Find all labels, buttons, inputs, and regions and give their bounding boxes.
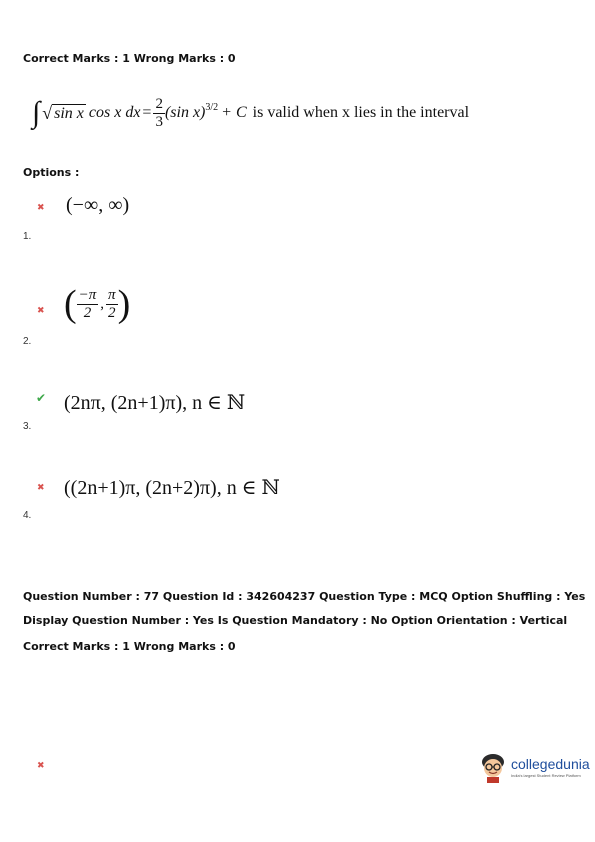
option-4-expression: ((2n+1)π, (2n+2)π), n ∈ ℕ: [64, 477, 280, 499]
correct-check-icon: ✔: [36, 391, 47, 405]
option-3-number: 3.: [23, 421, 32, 432]
logo-name: collegedunia: [511, 755, 590, 772]
option-2-num-1: −π: [78, 286, 97, 303]
wrong-mark-icon: ✖: [37, 306, 45, 316]
coefficient-numerator: 2: [155, 95, 163, 112]
options-label: Options :: [23, 166, 80, 179]
mascot-icon: [478, 750, 508, 784]
option-2-num-2: π: [108, 286, 116, 303]
option-1-expression: (−∞, ∞): [66, 194, 130, 216]
option-2-expression: [64, 282, 130, 326]
option-1-number: 1.: [23, 231, 32, 242]
sqrt-sign: √: [42, 102, 53, 123]
option-2-den-1: 2: [83, 304, 92, 321]
option-4-number: 4.: [23, 510, 32, 521]
integrand-rest: cos x dx: [88, 104, 141, 121]
marks-info: Correct Marks : 1 Wrong Marks : 0: [23, 52, 236, 65]
option-3-expression: (2nπ, (2n+1)π), n ∈ ℕ: [64, 392, 246, 414]
logo-tagline: India's largest Student Review Platform: [511, 772, 581, 778]
integral-sign: ∫: [32, 96, 41, 129]
question-text: is valid when x lies in the interval: [252, 104, 470, 121]
rhs-exponent: 3/2: [205, 101, 219, 113]
rhs-base: (sin x): [164, 104, 206, 121]
coefficient-denominator: 3: [155, 113, 163, 130]
wrong-mark-icon: ✖: [37, 483, 45, 493]
option-2-number: 2.: [23, 336, 32, 347]
option-2-den-2: 2: [108, 304, 116, 321]
question-statement: [32, 96, 469, 130]
constant-term: + C: [221, 104, 247, 121]
option-2-fraction-2: [106, 288, 118, 321]
equals-sign: =: [142, 104, 152, 121]
question-meta-line-2: Display Question Number : Yes Is Question Mandatory : No Option Orientation : Vertical: [23, 614, 568, 627]
left-paren: (: [64, 283, 77, 325]
right-paren: ): [117, 283, 131, 325]
comma: ,: [100, 295, 105, 312]
coefficient-fraction: [153, 97, 165, 130]
wrong-mark-icon: ✖: [37, 761, 45, 771]
question-meta-line-1: Question Number : 77 Question Id : 342604237 Question Type : MCQ Option Shuffling : Yes: [23, 590, 586, 603]
question-meta-line-3: Correct Marks : 1 Wrong Marks : 0: [23, 640, 236, 653]
sqrt-content: sin x: [54, 104, 84, 122]
option-2-fraction-1: [77, 288, 99, 321]
collegedunia-logo: [478, 750, 590, 784]
wrong-mark-icon: ✖: [37, 203, 45, 213]
